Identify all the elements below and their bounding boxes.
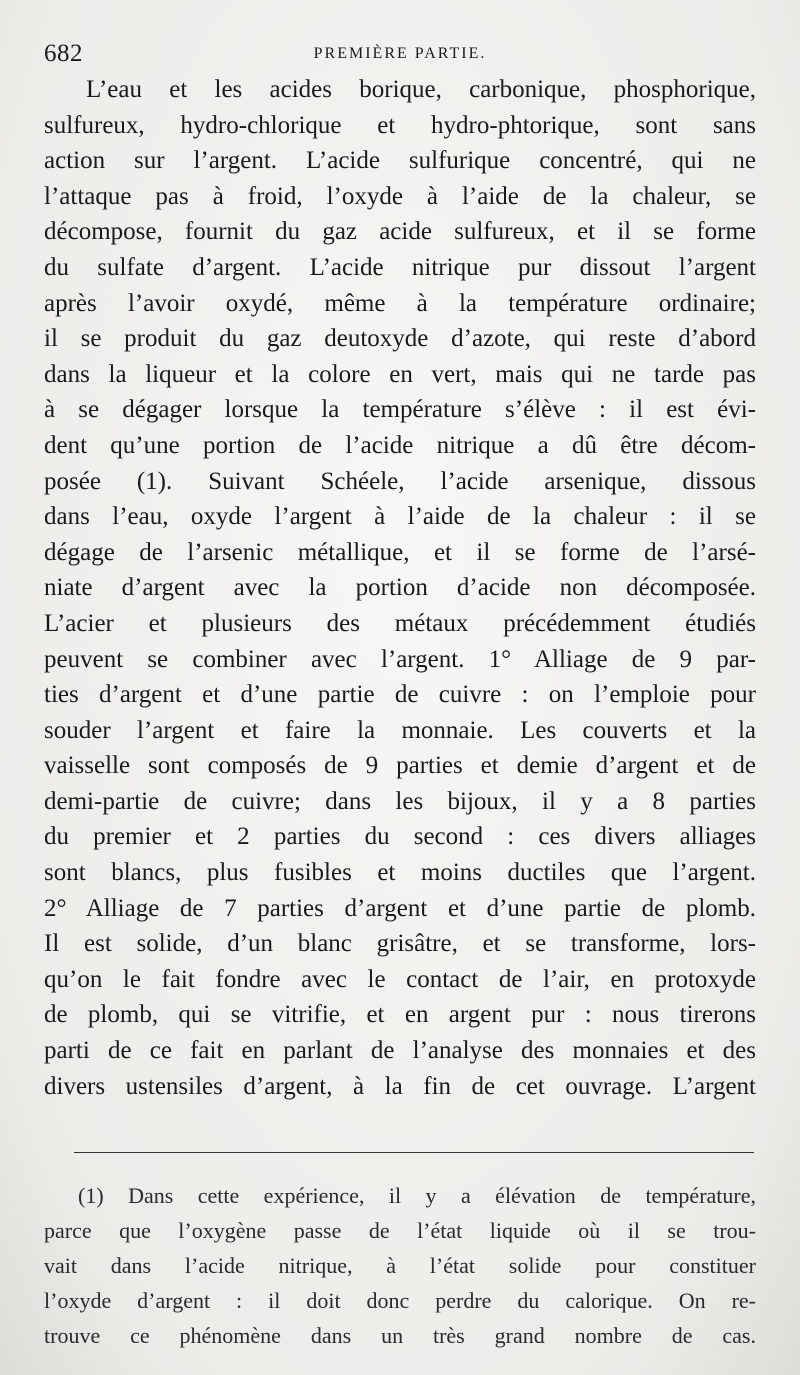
text-line: de plomb, qui se vitrifie, et en argent pur : nous tirerons: [44, 1001, 756, 1029]
text-line: 2° Alliage de 7 parties d’argent et d’une partie de plomb.: [44, 894, 756, 922]
text-line: Il est solide, d’un blanc grisâtre, et se transforme, lors-: [44, 930, 756, 958]
text-line: du sulfate d’argent. L’acide nitrique pur dissout l’argent: [44, 253, 756, 281]
text-line: dégage de l’arsenic métallique, et il se forme de l’arsé-: [44, 538, 756, 566]
text-line: sulfureux, hydro-chlorique et hydro-phtorique, sont sans: [44, 111, 756, 139]
text-line: L’eau et les acides borique, carbonique, phosphorique,: [86, 76, 756, 103]
text-line: posée (1). Suivant Schéele, l’acide arsenique, dissous: [44, 467, 756, 495]
text-line: décompose, fournit du gaz acide sulfureux, et il se forme: [44, 218, 756, 246]
footnote-line: (1) Dans cette expérience, il y a élévation de température,: [78, 1183, 756, 1208]
text-line: niate d’argent avec la portion d’acide non décomposée.: [44, 574, 756, 602]
text-line: souder l’argent et faire la monnaie. Les couverts et la: [44, 716, 756, 744]
page-number: 682: [44, 40, 83, 67]
running-head: PREMIÈRE PARTIE.: [313, 45, 487, 62]
footnote-line: l’oxyde d’argent : il doit donc perdre du calorique. On re-: [44, 1288, 756, 1313]
text-line: vaisselle sont composés de 9 parties et demie d’argent et de: [44, 752, 756, 780]
text-line: dent qu’une portion de l’acide nitrique a dû être décom-: [44, 431, 756, 459]
footnote: [44, 1178, 756, 1353]
text-line: action sur l’argent. L’acide sulfurique concentré, qui ne: [44, 147, 756, 175]
body-text: [44, 72, 756, 1104]
text-line: qu’on le fait fondre avec le contact de l’air, en protoxyde: [44, 965, 756, 993]
text-line: demi-partie de cuivre; dans les bijoux, il y a 8 parties: [44, 787, 756, 815]
text-line: l’attaque pas à froid, l’oxyde à l’aide de la chaleur, se: [44, 182, 756, 210]
text-line: il se produit du gaz deutoxyde d’azote, qui reste d’abord: [44, 325, 756, 353]
page-header: [44, 40, 756, 70]
text-line: du premier et 2 parties du second : ces divers alliages: [44, 823, 756, 851]
footnote-line: vait dans l’acide nitrique, à l’état solide pour constituer: [44, 1253, 756, 1278]
text-line: L’acier et plusieurs des métaux précédemment étudiés: [44, 609, 756, 637]
text-line: ties d’argent et d’une partie de cuivre : on l’emploie pour: [44, 681, 756, 709]
text-line: peuvent se combiner avec l’argent. 1° Alliage de 9 par-: [44, 645, 756, 673]
text-line: à se dégager lorsque la température s’élève : il est évi-: [44, 396, 756, 424]
text-line: dans la liqueur et la colore en vert, mais qui ne tarde pas: [44, 360, 756, 388]
text-line: après l’avoir oxydé, même à la température ordinaire;: [44, 289, 756, 317]
text-line: divers ustensiles d’argent, à la fin de cet ouvrage. L’argent: [44, 1072, 756, 1100]
footnote-divider: [74, 1152, 754, 1153]
text-line: dans l’eau, oxyde l’argent à l’aide de la chaleur : il se: [44, 503, 756, 531]
text-line: sont blancs, plus fusibles et moins ductiles que l’argent.: [44, 859, 756, 887]
footnote-line: trouve ce phénomène dans un très grand nombre de cas.: [44, 1323, 756, 1348]
text-line: parti de ce fait en parlant de l’analyse des monnaies et des: [44, 1037, 756, 1065]
footnote-line: parce que l’oxygène passe de l’état liquide où il se trou-: [44, 1218, 756, 1243]
